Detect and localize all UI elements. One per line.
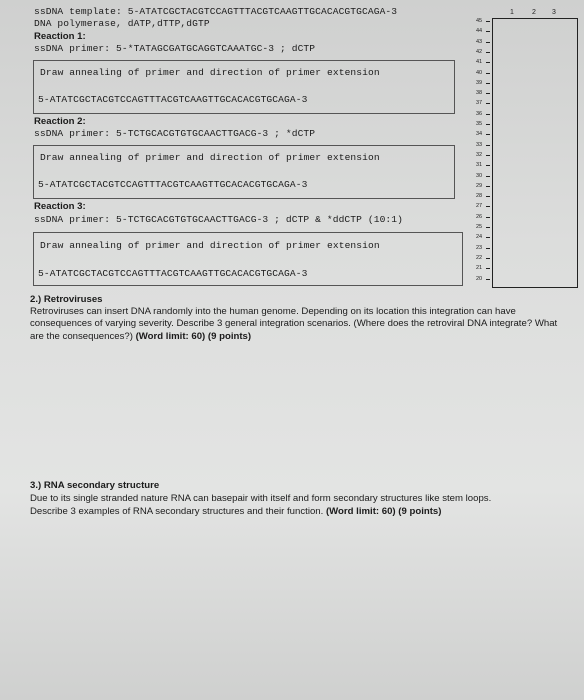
reaction-2-box-prompt: Draw annealing of primer and direction of primer extension: [40, 152, 380, 163]
ladder-tick-29: 29: [476, 182, 483, 189]
reaction-1-box-sequence: 5-ATATCGCTACGTCCAGTTTACGTCAAGTTGCACACGTGCAGA-3: [38, 94, 308, 105]
reaction-3-answer-box[interactable]: [33, 232, 463, 286]
ladder-tick-30: 30: [476, 172, 483, 179]
ladder-tick-35: 35: [476, 121, 483, 127]
template-line: ssDNA template: 5-ATATCGCTACGTCCAGTTTACGTCAAGTTGCACACGTGCAGA-3: [34, 6, 398, 17]
ladder-tick-43: 43: [476, 38, 483, 45]
reaction-3-box-sequence: 5-ATATCGCTACGTCCAGTTTACGTCAAGTTGCACACGTGCAGA-3: [38, 268, 308, 279]
reaction-1-title: Reaction 1:: [34, 31, 86, 42]
q2-body: [30, 306, 560, 343]
reaction-3-box-prompt: Draw annealing of primer and direction of primer extension: [40, 240, 380, 251]
q3-word-limit: (Word limit: 60) (9 points): [325, 506, 442, 517]
q2-body-text: Retroviruses can insert DNA randomly into the human genome. Depending on its location this integration can have consequences of varying severity. Describe 3 general integration scenarios. (Where does the retroviral DNA integrate? What are the consequences?): [30, 306, 558, 342]
ladder-tick-33: 33: [476, 141, 483, 148]
reaction-2-primer: ssDNA primer: 5-TCTGCACGTGTGCAACTTGACG-3 ; *dCTP: [34, 128, 316, 139]
ladder-tick-32: 32: [476, 151, 483, 158]
reaction-2-title: Reaction 2:: [34, 116, 86, 127]
ladder-tick-24: 24: [476, 234, 483, 241]
ladder-tick-44: 44: [476, 28, 483, 35]
q2-word-limit: (Word limit: 60) (9 points): [135, 330, 252, 342]
gel-size-ladder: [476, 18, 492, 288]
ladder-tick-31: 31: [476, 162, 483, 169]
reaction-3-title: Reaction 3:: [34, 201, 86, 212]
ladder-tick-23: 23: [476, 244, 483, 251]
ladder-tick-28: 28: [476, 193, 483, 200]
q3-line-2-text: Describe 3 examples of RNA secondary structures and their function.: [30, 506, 324, 517]
reagents-line: DNA polymerase, dATP,dTTP,dGTP: [34, 18, 210, 29]
reaction-2-answer-box[interactable]: [33, 145, 455, 199]
q2-title: 2.) Retroviruses: [30, 294, 103, 305]
ladder-tick-41: 41: [476, 59, 483, 66]
q3-line-2: [30, 506, 441, 518]
ladder-tick-42: 42: [476, 48, 483, 55]
ladder-tick-39: 39: [476, 79, 483, 86]
ladder-tick-27: 27: [476, 203, 483, 210]
ladder-tick-26: 26: [476, 213, 483, 220]
ladder-tick-21: 21: [476, 265, 483, 272]
ladder-tick-25: 25: [476, 224, 483, 230]
reaction-2-box-sequence: 5-ATATCGCTACGTCCAGTTTACGTCAAGTTGCACACGTGCAGA-3: [38, 179, 308, 190]
q3-line-1: Due to its single stranded nature RNA can basepair with itself and form secondary structures like stem loops.: [30, 493, 492, 504]
ladder-tick-38: 38: [476, 90, 483, 97]
reaction-1-box-prompt: Draw annealing of primer and direction of primer extension: [40, 67, 380, 78]
q3-title: 3.) RNA secondary structure: [30, 480, 160, 491]
reaction-3-primer: ssDNA primer: 5-TCTGCACGTGTGCAACTTGACG-3 ; dCTP & *ddCTP (10:1): [34, 214, 404, 225]
reaction-1-primer: ssDNA primer: 5-*TATAGCGATGCAGGTCAAATGC-3 ; dCTP: [34, 43, 316, 54]
ladder-tick-20: 20: [476, 275, 483, 282]
gel-lane-label-2: 2: [532, 9, 536, 16]
ladder-tick-40: 40: [476, 69, 483, 76]
gel-lane-label-1: 1: [510, 9, 514, 16]
ladder-tick-37: 37: [476, 100, 483, 107]
reaction-1-answer-box[interactable]: [33, 60, 455, 114]
ladder-tick-45: 45: [476, 18, 483, 24]
ladder-tick-36: 36: [476, 110, 483, 117]
gel-lane-label-3: 3: [552, 9, 556, 16]
gel-drawing-area[interactable]: [492, 18, 578, 288]
ladder-tick-22: 22: [476, 254, 483, 261]
ladder-tick-34: 34: [476, 131, 483, 138]
